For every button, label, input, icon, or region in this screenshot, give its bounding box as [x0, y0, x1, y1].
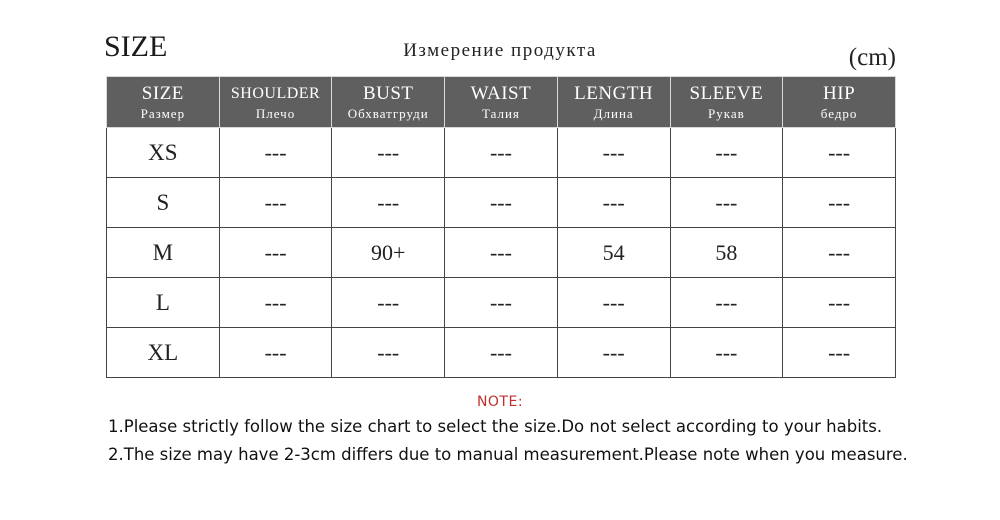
column-header-shoulder: [219, 77, 332, 128]
sleeve-cell: ---: [670, 178, 783, 228]
column-header-ru: Плечо: [255, 105, 296, 121]
sleeve-cell: ---: [670, 278, 783, 328]
note-line-1: 1.Please strictly follow the size chart to select the size.Do not select according to your habits.: [108, 417, 883, 436]
size-cell: XL: [107, 328, 220, 378]
hip-cell: ---: [783, 228, 896, 278]
table-row: [107, 278, 896, 328]
size-cell: XS: [107, 128, 220, 178]
size-title: SIZE: [104, 30, 168, 63]
shoulder-cell: ---: [219, 178, 332, 228]
column-header-size: [107, 77, 220, 128]
column-header-en: SLEEVE: [689, 82, 764, 104]
column-header-hip: [783, 77, 896, 128]
table-header-row: [107, 77, 896, 128]
unit-label: (cm): [848, 44, 896, 71]
waist-cell: ---: [445, 178, 558, 228]
size-cell: L: [107, 278, 220, 328]
bust-cell: ---: [332, 178, 445, 228]
hip-cell: ---: [783, 128, 896, 178]
size-cell: M: [107, 228, 220, 278]
column-header-ru: бедро: [820, 105, 858, 121]
shoulder-cell: ---: [219, 328, 332, 378]
hip-cell: ---: [783, 178, 896, 228]
hip-cell: ---: [783, 278, 896, 328]
column-header-ru: Талия: [481, 105, 520, 121]
table-row: [107, 178, 896, 228]
column-header-ru: Размер: [140, 105, 186, 121]
column-header-ru: Длина: [593, 105, 634, 121]
column-header-en: HIP: [823, 82, 856, 104]
column-header-ru: Обхватгруди: [347, 105, 429, 121]
product-measurement-title: Измерение продукта: [403, 40, 597, 61]
note-title: NOTE:: [476, 394, 524, 410]
shoulder-cell: ---: [219, 278, 332, 328]
note-line-2: 2.The size may have 2-3cm differs due to manual measurement.Please note when you measure.: [108, 445, 908, 464]
length-cell: ---: [557, 128, 670, 178]
bust-cell: 90+: [332, 228, 445, 278]
column-header-waist: [445, 77, 558, 128]
waist-cell: ---: [445, 278, 558, 328]
hip-cell: ---: [783, 328, 896, 378]
length-cell: ---: [557, 328, 670, 378]
waist-cell: ---: [445, 228, 558, 278]
sleeve-cell: 58: [670, 228, 783, 278]
length-cell: 54: [557, 228, 670, 278]
size-chart-table: [106, 76, 896, 378]
column-header-en: SHOULDER: [230, 84, 321, 102]
waist-cell: ---: [445, 128, 558, 178]
size-cell: S: [107, 178, 220, 228]
shoulder-cell: ---: [219, 128, 332, 178]
table-row: [107, 128, 896, 178]
column-header-en: SIZE: [141, 82, 184, 104]
column-header-length: [557, 77, 670, 128]
bust-cell: ---: [332, 278, 445, 328]
bust-cell: ---: [332, 328, 445, 378]
column-header-sleeve: [670, 77, 783, 128]
sleeve-cell: ---: [670, 128, 783, 178]
table-row: [107, 328, 896, 378]
table-row: [107, 228, 896, 278]
column-header-bust: [332, 77, 445, 128]
length-cell: ---: [557, 278, 670, 328]
column-header-en: LENGTH: [574, 82, 654, 104]
column-header-en: WAIST: [470, 82, 532, 104]
shoulder-cell: ---: [219, 228, 332, 278]
column-header-en: BUST: [362, 82, 414, 104]
bust-cell: ---: [332, 128, 445, 178]
length-cell: ---: [557, 178, 670, 228]
waist-cell: ---: [445, 328, 558, 378]
column-header-ru: Рукав: [707, 105, 745, 121]
sleeve-cell: ---: [670, 328, 783, 378]
